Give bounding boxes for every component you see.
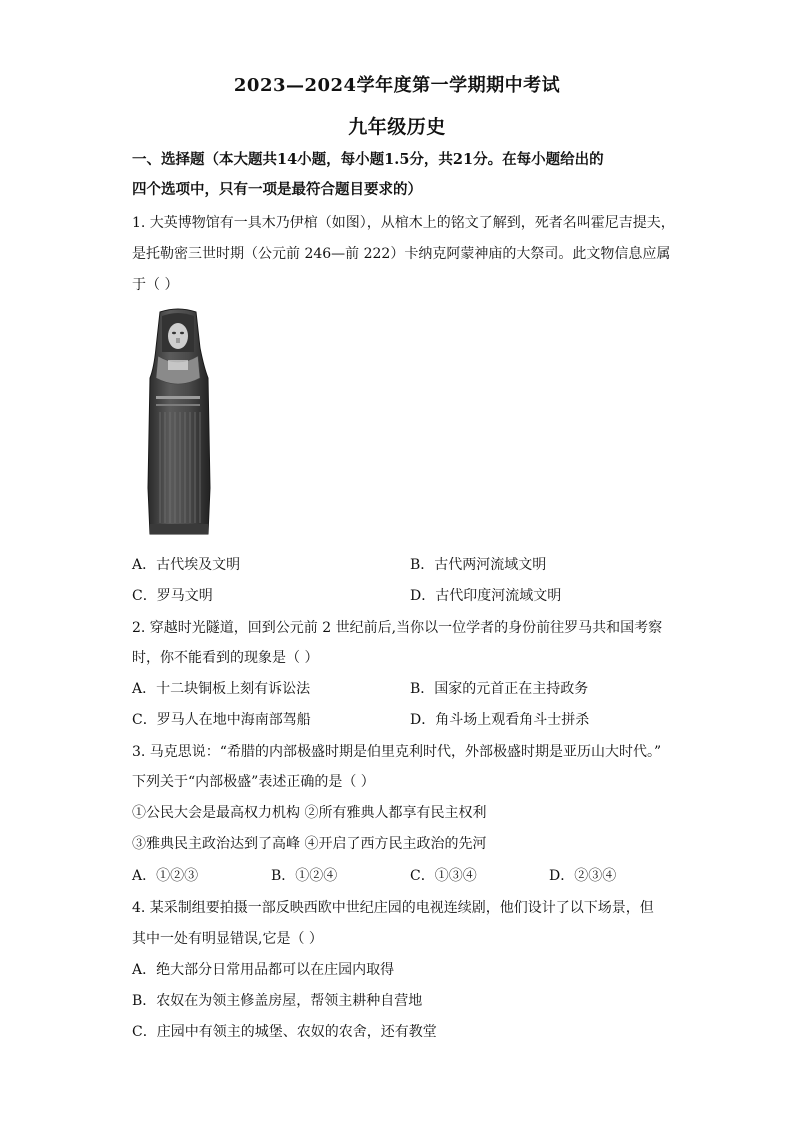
- q2-stem-line1: 2. 穿越时光隧道，回到公元前 2 世纪前后,当你以一位学者的身份前往罗马共和国考察: [132, 620, 663, 636]
- q3-option-b: B．①②④: [271, 868, 338, 884]
- q2-option-a: A．十二块铜板上刻有诉讼法: [132, 681, 311, 697]
- q1-option-d: D．古代印度河流域文明: [410, 588, 562, 604]
- subject-title: 九年级历史: [348, 116, 446, 138]
- q1-stem-line2: 是托勒密三世时期（公元前 246—前 222）卡纳克阿蒙神庙的大祭司。此文物信息应属: [132, 246, 671, 262]
- q1-option-b: B．古代两河流域文明: [410, 557, 547, 573]
- q1-option-c: C．罗马文明: [132, 588, 213, 604]
- q2-option-c: C．罗马人在地中海南部驾船: [132, 712, 311, 728]
- q1-stem-line1: 1. 大英博物馆有一具木乃伊棺（如图），从棺木上的铭文了解到，死者名叫霍尼吉提夫，: [132, 215, 675, 231]
- section-heading-line1: 一、选择题（本大题共14小题，每小题1.5分，共21分。在每小题给出的: [132, 151, 604, 168]
- q4-option-a: A．绝大部分日常用品都可以在庄园内取得: [132, 962, 395, 978]
- q2-option-b: B．国家的元首正在主持政务: [410, 681, 589, 697]
- q3-option-c: C．①③④: [410, 868, 477, 884]
- q3-statements-line1: ①公民大会是最高权力机构 ②所有雅典人都享有民主权利: [132, 805, 487, 821]
- q4-option-b: B．农奴在为领主修盖房屋，帮领主耕种自营地: [132, 993, 423, 1009]
- q3-option-a: A．①②③: [132, 868, 199, 884]
- q3-stem-line2: 下列关于“内部极盛”表述正确的是（ ）: [132, 774, 375, 790]
- exam-title: 2023—2024学年度第一学期期中考试: [233, 75, 561, 96]
- q3-stem-line1: 3. 马克思说：“希腊的内部极盛时期是伯里克利时代，外部极盛时期是亚历山大时代。”: [132, 744, 662, 760]
- q3-statements-line2: ③雅典民主政治达到了高峰 ④开启了西方民主政治的先河: [132, 836, 487, 852]
- q3-option-d: D．②③④: [549, 868, 617, 884]
- section-heading-line2: 四个选项中，只有一项是最符合题目要求的）: [132, 181, 422, 198]
- q1-option-a: A．古代埃及文明: [132, 557, 241, 573]
- q2-stem-line2: 时，你不能看到的现象是（ ）: [132, 650, 319, 666]
- q4-option-c: C．庄园中有领主的城堡、农奴的农舍，还有教堂: [132, 1024, 437, 1040]
- q4-stem-line2: 其中一处有明显错误,它是（ ）: [132, 931, 323, 947]
- mummy-coffin-image: [138, 308, 218, 540]
- q1-stem-line3: 于（ ）: [132, 277, 179, 293]
- q4-stem-line1: 4. 某采制组要拍摄一部反映西欧中世纪庄园的电视连续剧，他们设计了以下场景，但: [132, 900, 654, 916]
- q2-option-d: D．角斗场上观看角斗士拼杀: [410, 712, 590, 728]
